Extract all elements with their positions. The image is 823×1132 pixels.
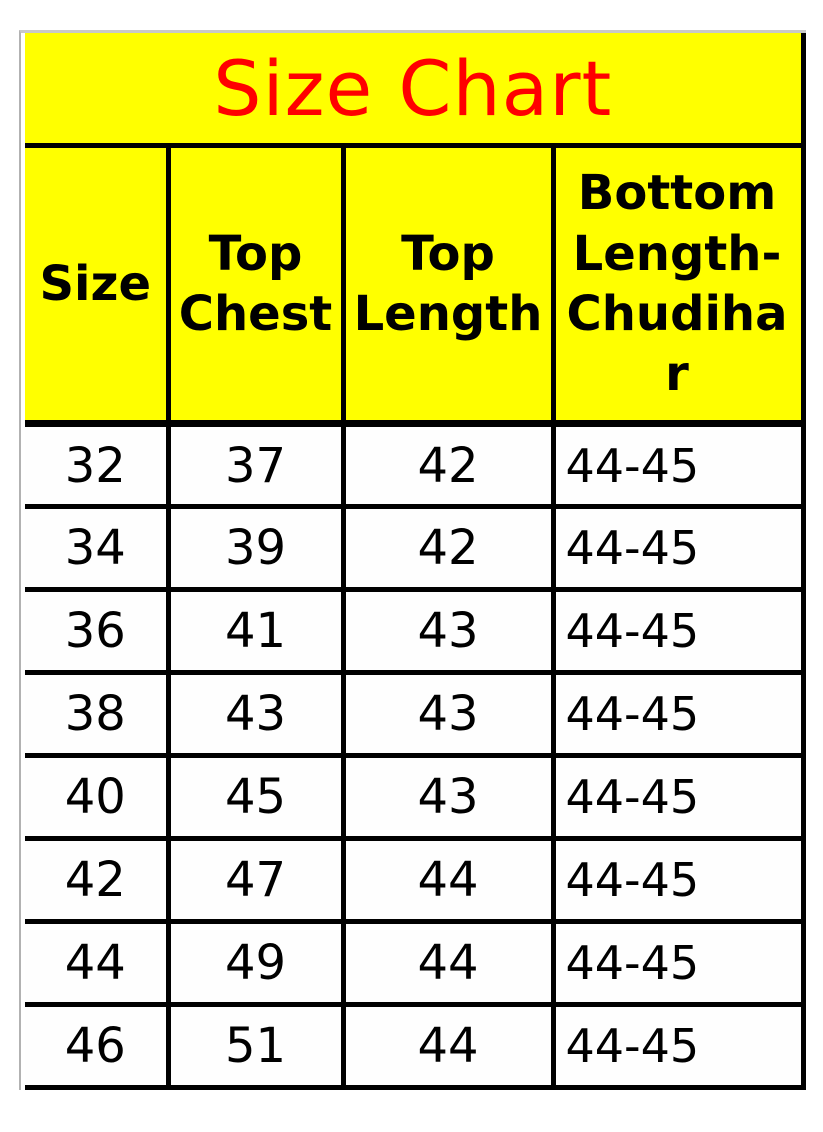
- table-cell: 44-45: [553, 839, 803, 922]
- page-title: Size Chart: [25, 33, 803, 146]
- table-cell: 42: [343, 507, 553, 590]
- table-cell: 44-45: [553, 507, 803, 590]
- table-cell: 42: [25, 839, 168, 922]
- table-cell: 44: [343, 922, 553, 1005]
- table-body: [25, 424, 803, 1088]
- column-header-size: Size: [25, 146, 168, 424]
- table-cell: 32: [25, 424, 168, 507]
- table-cell: 42: [343, 424, 553, 507]
- table-cell: 44: [343, 1005, 553, 1088]
- column-header-top-chest: Top Chest: [168, 146, 343, 424]
- table-cell: 43: [343, 673, 553, 756]
- table-cell: 44-45: [553, 424, 803, 507]
- table-row: [25, 673, 803, 756]
- table-row: [25, 424, 803, 507]
- table-cell: 39: [168, 507, 343, 590]
- table-row: [25, 756, 803, 839]
- table-cell: 41: [168, 590, 343, 673]
- table-cell: 37: [168, 424, 343, 507]
- table-cell: 44-45: [553, 756, 803, 839]
- table-cell: 44-45: [553, 673, 803, 756]
- table-cell: 46: [25, 1005, 168, 1088]
- table-cell: 44-45: [553, 922, 803, 1005]
- table-row: [25, 507, 803, 590]
- table-cell: 40: [25, 756, 168, 839]
- table-row: [25, 1005, 803, 1088]
- table-cell: 45: [168, 756, 343, 839]
- table-cell: 38: [25, 673, 168, 756]
- size-chart-sheet: [19, 30, 806, 1090]
- size-chart-table: [25, 33, 806, 1090]
- column-header-bottom-length-chudihar: Bottom Length-Chudihar: [553, 146, 803, 424]
- table-cell: 47: [168, 839, 343, 922]
- table-cell: 49: [168, 922, 343, 1005]
- table-cell: 34: [25, 507, 168, 590]
- table-cell: 36: [25, 590, 168, 673]
- table-cell: 44-45: [553, 1005, 803, 1088]
- table-row: [25, 590, 803, 673]
- column-header-top-length: Top Length: [343, 146, 553, 424]
- title-row: [25, 33, 803, 146]
- table-cell: 43: [343, 756, 553, 839]
- table-row: [25, 922, 803, 1005]
- table-cell: 44: [25, 922, 168, 1005]
- header-row: [25, 146, 803, 424]
- table-row: [25, 839, 803, 922]
- table-cell: 43: [343, 590, 553, 673]
- table-cell: 44-45: [553, 590, 803, 673]
- table-cell: 44: [343, 839, 553, 922]
- table-cell: 43: [168, 673, 343, 756]
- table-cell: 51: [168, 1005, 343, 1088]
